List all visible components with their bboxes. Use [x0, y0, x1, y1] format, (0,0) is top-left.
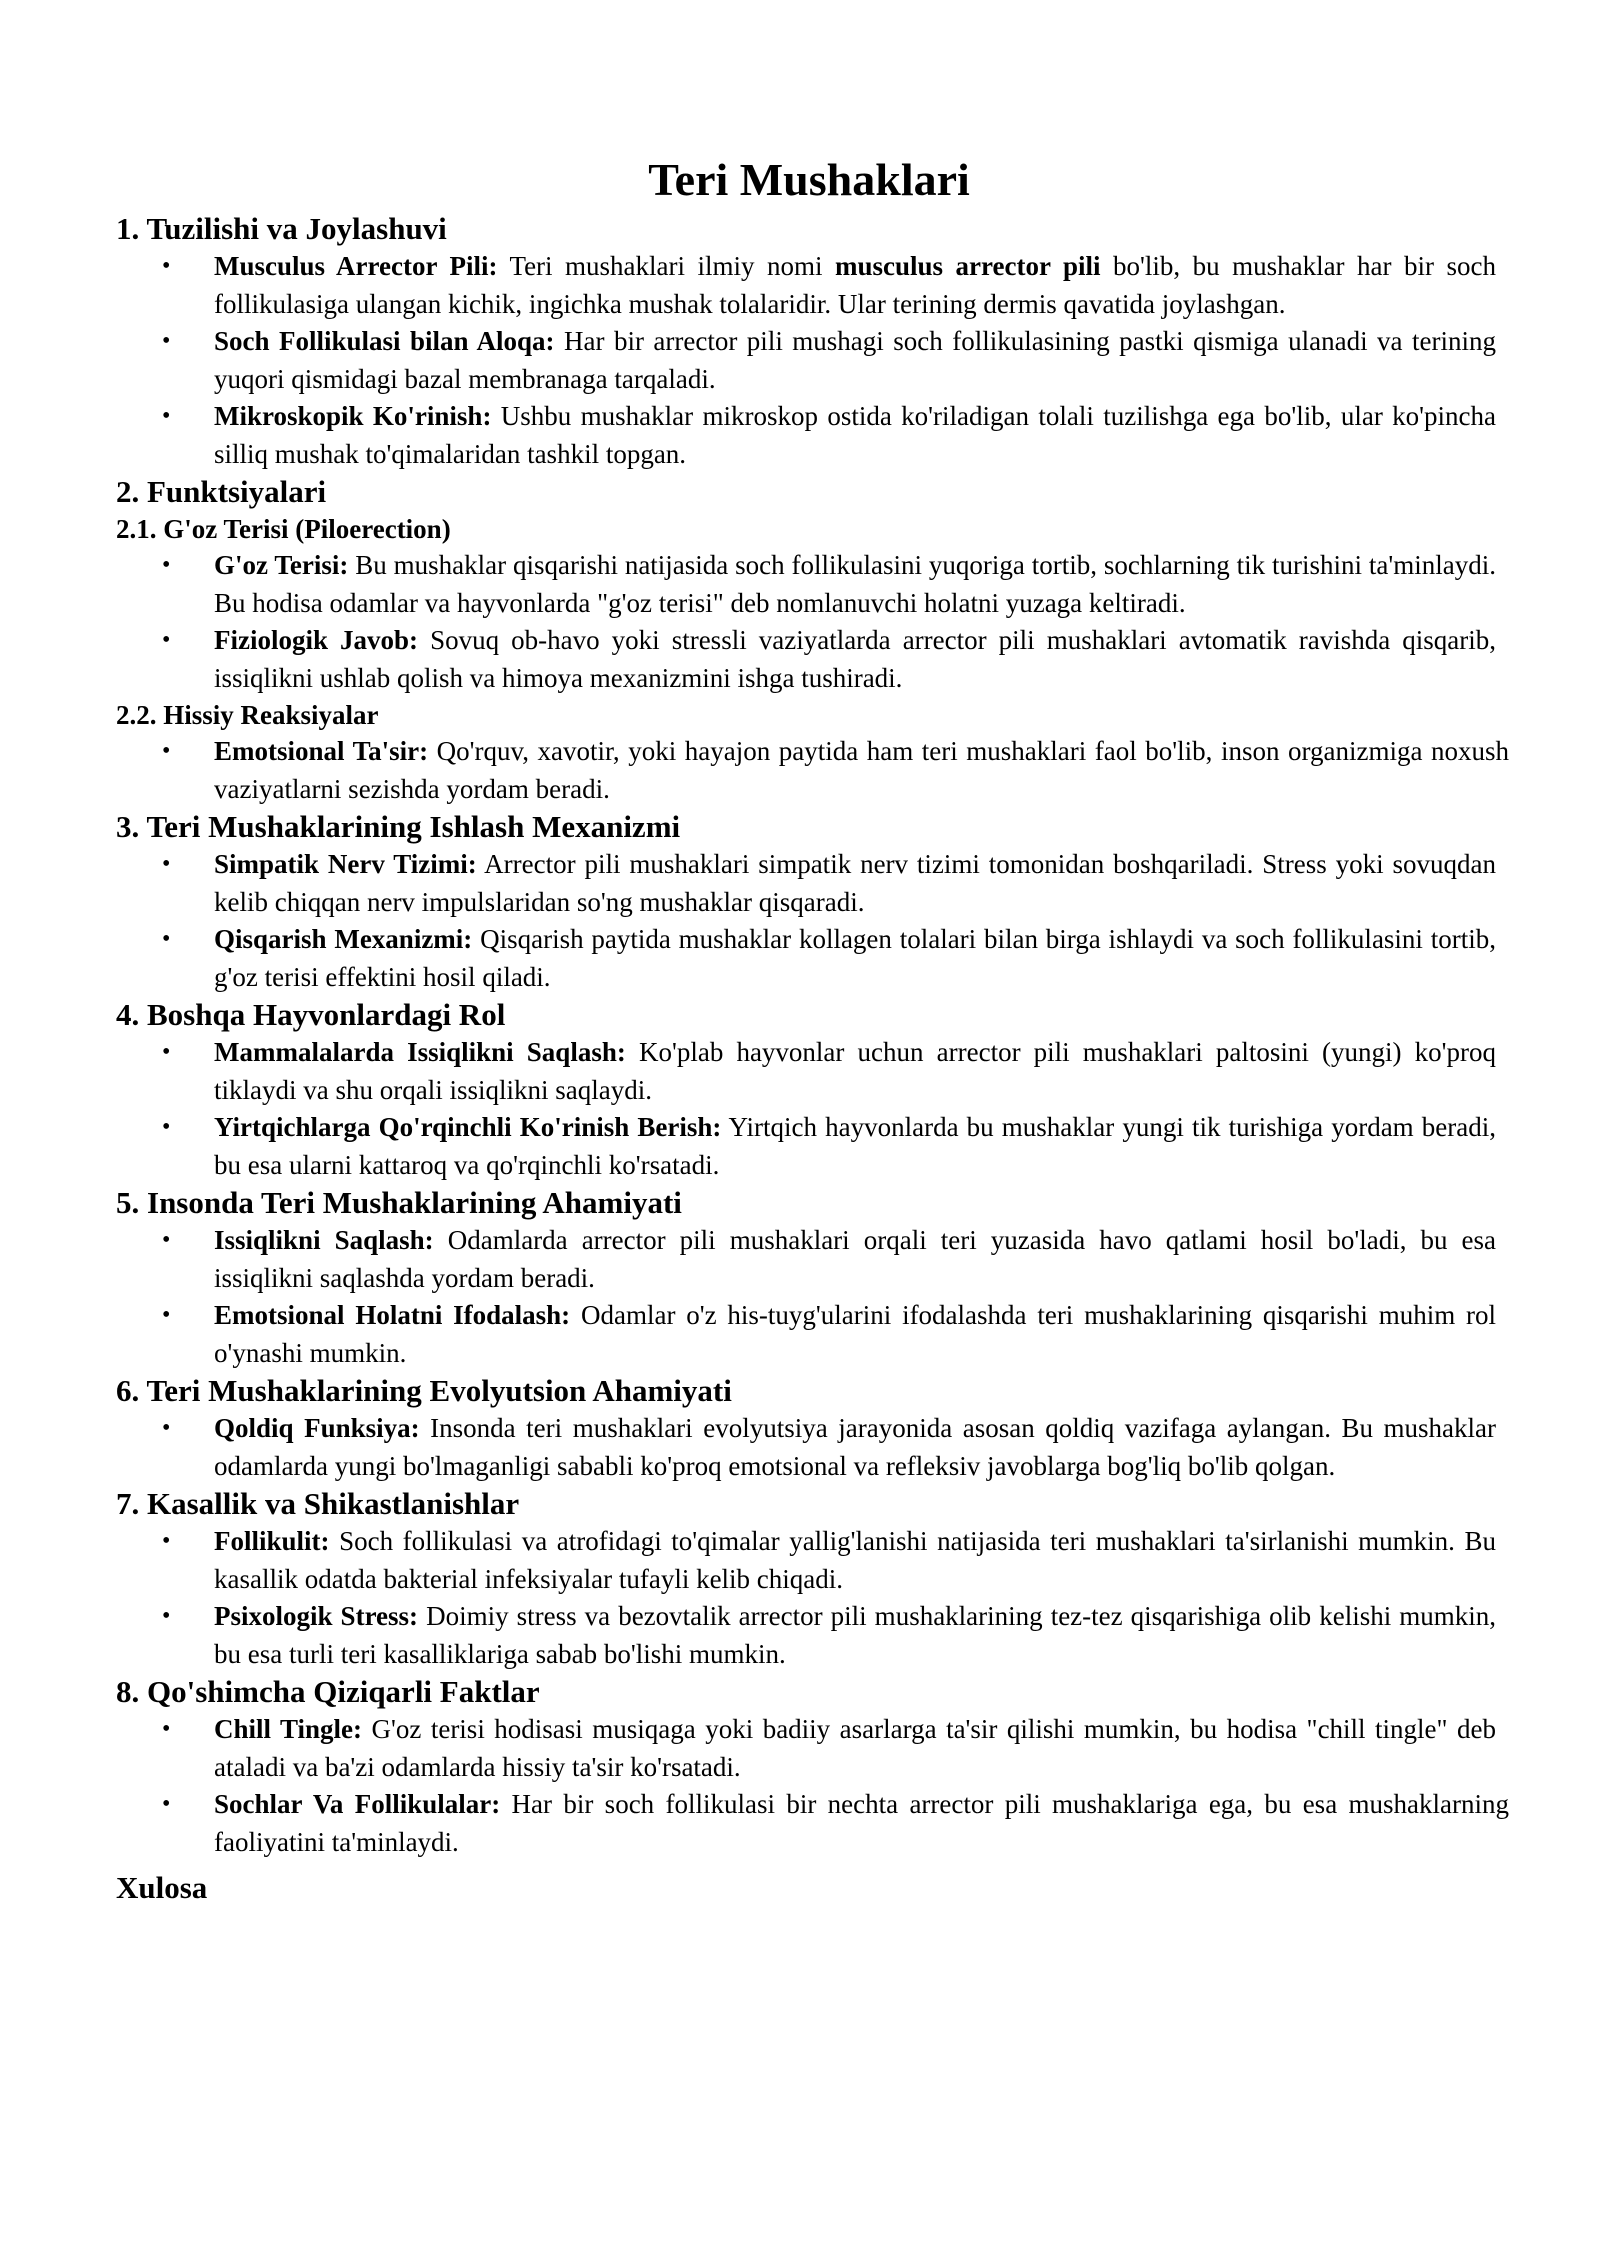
item-term: Simpatik Nerv Tizimi:: [214, 849, 477, 879]
list-item: [116, 398, 1496, 473]
section-7-list: [116, 1523, 1497, 1673]
page-title: Teri Mushaklari: [648, 154, 970, 205]
bullet-icon: •: [162, 851, 171, 877]
item-term: Yirtqichlarga Qo'rqinchli Ko'rinish Berish:: [214, 1112, 722, 1142]
section-4-list: [116, 1034, 1496, 1184]
section-6-list: [116, 1410, 1497, 1485]
item-term: Qisqarish Mexanizmi:: [214, 924, 473, 954]
list-item: [116, 1410, 1496, 1485]
item-term: Musculus Arrector Pili:: [214, 251, 498, 281]
bullet-icon: •: [162, 1114, 171, 1140]
item-text: Teri mushaklari ilmiy nomi: [497, 251, 835, 281]
item-term: Psixologik Stress:: [214, 1601, 419, 1631]
item-text: Ushbu mushaklar mikroskop ostida ko'riladigan tolali tuzilishga ega bo'lib, ular ko'pincha silliq mushak to'qimalaridan tashkil topgan.: [214, 401, 1496, 469]
item-text: Ko'plab hayvonlar uchun arrector pili mushaklari paltosini (yungi) ko'proq tiklaydi va shu orqali issiqlikni saqlaydi.: [214, 1037, 1496, 1105]
item-term: Fiziologik Javob:: [214, 625, 419, 655]
item-bold-text: musculus arrector pili: [835, 251, 1101, 281]
item-text: G'oz terisi hodisasi musiqaga yoki badiiy asarlarga ta'sir qilishi mumkin, bu hodisa "chill tingle" deb ataladi va ba'zi odamlarda hissiy ta'sir ko'rsatadi.: [214, 1714, 1497, 1782]
item-term: Chill Tingle:: [214, 1714, 363, 1744]
list-item: [116, 733, 1509, 808]
section-heading-7: 7. Kasallik va Shikastlanishlar: [116, 1486, 520, 1521]
item-term: Soch Follikulasi bilan Aloqa:: [214, 326, 555, 356]
bullet-icon: •: [162, 1302, 171, 1328]
list-item: [116, 1598, 1496, 1673]
section-heading-6: 6. Teri Mushaklarining Evolyutsion Ahamiyati: [116, 1373, 732, 1408]
section-2-1-list: [116, 547, 1496, 697]
item-text: Yirtqich hayvonlarda bu mushaklar yungi tik turishiga yordam beradi, bu esa ularni kattaroq va qo'rqinchli ko'rsatadi.: [214, 1112, 1496, 1180]
item-text: Har bir soch follikulasi bir nechta arrector pili mushaklariga ega, bu esa mushaklarning faoliyatini ta'minlaydi.: [214, 1789, 1509, 1857]
item-text: Odamlar o'z his-tuyg'ularini ifodalashda teri mushaklarining qisqarishi muhim rol o'ynashi mumkin.: [214, 1300, 1496, 1368]
section-5-list: [116, 1222, 1497, 1372]
item-text: Arrector pili mushaklari simpatik nerv tizimi tomonidan boshqariladi. Stress yoki sovuqdan kelib chiqqan nerv impulslaridan so'ng mushaklar qisqaradi.: [214, 849, 1496, 917]
section-heading-8: 8. Qo'shimcha Qiziqarli Faktlar: [116, 1674, 540, 1709]
bullet-icon: •: [162, 627, 171, 653]
list-item: [116, 547, 1496, 622]
list-item: [116, 248, 1496, 323]
bullet-icon: •: [162, 1528, 171, 1554]
section-heading-2: 2. Funktsiyalari: [116, 474, 327, 509]
bullet-icon: •: [162, 1603, 171, 1629]
bullet-icon: •: [162, 328, 171, 354]
item-term: Issiqlikni Saqlash:: [214, 1225, 434, 1255]
list-item: [116, 921, 1496, 996]
section-heading-1: 1. Tuzilishi va Joylashuvi: [116, 211, 447, 246]
list-item: [116, 1297, 1496, 1372]
item-text: Doimiy stress va bezovtalik arrector pili mushaklarining tez-tez qisqarishiga olib kelishi mumkin, bu esa turli teri kasalliklariga sabab bo'lishi mumkin.: [214, 1601, 1497, 1669]
bullet-icon: •: [162, 1039, 171, 1065]
item-term: Sochlar Va Follikulalar:: [214, 1789, 501, 1819]
item-text: Odamlarda arrector pili mushaklari orqali teri yuzasida havo qatlami hosil bo'ladi, bu esa issiqlikni saqlashda yordam beradi.: [214, 1225, 1497, 1293]
section-1-list: [116, 248, 1496, 473]
section-heading-4: 4. Boshqa Hayvonlardagi Rol: [116, 997, 506, 1032]
subsection-heading-2-1: 2.1. G'oz Terisi (Piloerection): [116, 514, 451, 544]
item-text: Soch follikulasi va atrofidagi to'qimalar yallig'lanishi natijasida teri mushaklari ta'sirlanishi mumkin. Bu kasallik odatda bakterial infeksiyalar tufayli kelib chiqadi.: [214, 1526, 1496, 1594]
list-item: [116, 1523, 1496, 1598]
list-item: [116, 846, 1496, 921]
bullet-icon: •: [162, 926, 171, 952]
section-heading-5: 5. Insonda Teri Mushaklarining Ahamiyati: [116, 1185, 682, 1220]
list-item: [116, 1034, 1496, 1109]
list-item: [116, 622, 1496, 697]
item-text: Har bir arrector pili mushagi soch follikulasining pastki qismiga ulanadi va terining yuqori qismidagi bazal membranaga tarqaladi.: [214, 326, 1496, 394]
section-2-2-list: [116, 733, 1510, 808]
list-item: [116, 323, 1496, 398]
item-text: Qisqarish paytida mushaklar kollagen tolalari bilan birga ishlaydi va soch follikulasini tortib, g'oz terisi effektini hosil qiladi.: [214, 924, 1496, 992]
section-3-list: [116, 846, 1496, 996]
bullet-icon: •: [162, 253, 171, 279]
item-text: Insonda teri mushaklari evolyutsiya jarayonida asosan qoldiq vazifaga aylangan. Bu mushaklar odamlarda yungi bo'lmaganligi sababli ko'proq emotsional va refleksiv javoblarga bog'liq bo'lib qolgan.: [214, 1413, 1497, 1481]
section-8-list: [116, 1711, 1509, 1861]
bullet-icon: •: [162, 1415, 171, 1441]
bullet-icon: •: [162, 1791, 171, 1817]
item-text: Qo'rquv, xavotir, yoki hayajon paytida ham teri mushaklari faol bo'lib, inson organizmiga noxush vaziyatlarni sezishda yordam beradi.: [214, 736, 1510, 804]
item-term: G'oz Terisi:: [214, 550, 349, 580]
item-text: Sovuq ob-havo yoki stressli vaziyatlarda arrector pili mushaklari avtomatik ravishda qisqarib, issiqlikni ushlab qolish va himoya mexanizmini ishga tushiradi.: [214, 625, 1496, 693]
section-heading-3: 3. Teri Mushaklarining Ishlash Mexanizmi: [116, 809, 681, 844]
item-term: Mammalalarda Issiqlikni Saqlash:: [214, 1037, 626, 1067]
item-term: Emotsional Ta'sir:: [214, 736, 429, 766]
conclusion-heading: Xulosa: [116, 1870, 208, 1905]
document-page: [116, 150, 1510, 1907]
item-text: Bu mushaklar qisqarishi natijasida soch follikulasini yuqoriga tortib, sochlarning tik turishini ta'minlaydi. Bu hodisa odamlar va hayvonlarda "g'oz terisi" deb nomlanuvchi holatni yuzaga keltiradi.: [214, 550, 1496, 618]
bullet-icon: •: [162, 403, 171, 429]
item-term: Follikulit:: [214, 1526, 330, 1556]
bullet-icon: •: [162, 552, 171, 578]
bullet-icon: •: [162, 1716, 171, 1742]
item-text: bo'lib, bu mushaklar har bir soch follikulasiga ulangan kichik, ingichka mushak tolalaridir. Ular terining dermis qavatida joylashgan.: [214, 251, 1496, 319]
item-term: Emotsional Holatni Ifodalash:: [214, 1300, 571, 1330]
list-item: [116, 1711, 1496, 1786]
item-term: Mikroskopik Ko'rinish:: [214, 401, 492, 431]
list-item: [116, 1109, 1496, 1184]
subsection-heading-2-2: 2.2. Hissiy Reaksiyalar: [116, 700, 379, 730]
list-item: [116, 1786, 1509, 1861]
bullet-icon: •: [162, 738, 171, 764]
bullet-icon: •: [162, 1227, 171, 1253]
item-term: Qoldiq Funksiya:: [214, 1413, 420, 1443]
list-item: [116, 1222, 1496, 1297]
